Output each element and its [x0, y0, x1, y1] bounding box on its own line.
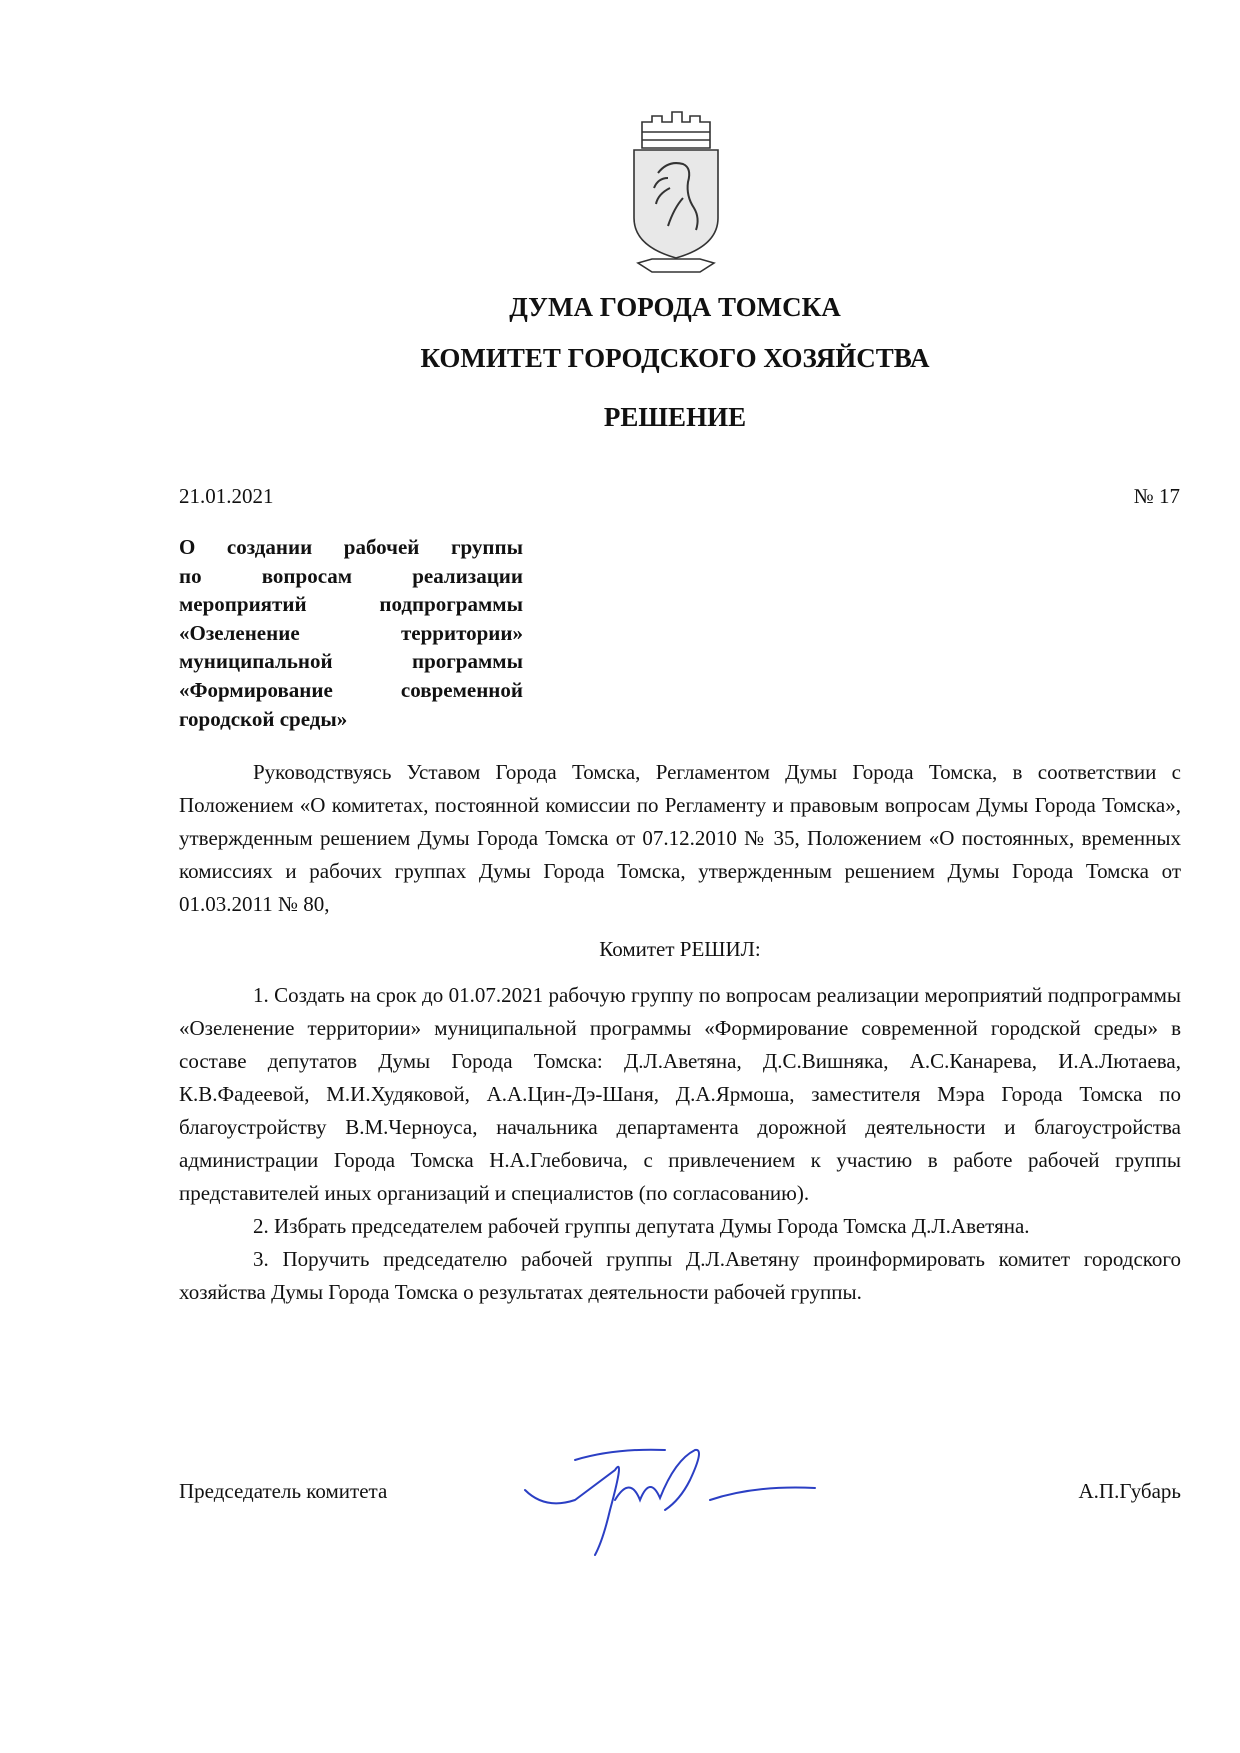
preamble-text: Руководствуясь Уставом Города Томска, Регламентом Думы Города Томска, в соответствии с Положением «О комитетах, постоянной комиссии по Регламенту и правовым вопросам Думы Города Томска», утвержденным решением Думы Города Томска от 07.12.2010 № 35, Положением «О постоянных, временных комиссиях и рабочих группах Думы Города Томска, утвержденным решением Думы Города Томска от 01.03.2011 № 80, — [179, 760, 1181, 916]
signatory-name: А.П.Губарь — [1078, 1479, 1181, 1503]
decision-heading: Комитет РЕШИЛ: — [599, 937, 761, 961]
subject-line: городской среды» — [179, 706, 348, 731]
decision-items — [179, 979, 1181, 1309]
decision-item: 1. Создать на срок до 01.07.2021 рабочую группу по вопросам реализации мероприятий подпрограммы «Озеленение территории» муниципальной программы «Формирование современной городской среды» в составе депутатов Думы Города Томска: Д.Л.Аветяна, Д.С.Вишняка, А.С.Канарева, И.А.Лютаева, К.В.Фадеевой, М.И.Худяковой, А.А.Цин-Дэ-Шаня, Д.А.Ярмоша, заместителя Мэра Города Томска по благоустройству В.М.Черноуса, начальника департамента дорожной деятельности и благоустройства администрации Города Томска Н.А.Глебовича, с привлечением к участию в работе рабочей группы представителей иных организаций и специалистов (по согласованию). — [179, 983, 1181, 1205]
document-subject — [179, 533, 523, 733]
committee-title: КОМИТЕТ ГОРОДСКОГО ХОЗЯЙСТВА — [420, 343, 930, 373]
preamble — [179, 756, 1181, 921]
handwritten-signature — [515, 1430, 825, 1560]
subject-line: мероприятий подпрограммы — [179, 592, 523, 617]
subject-line: по вопросам реализации — [179, 563, 523, 588]
decision-item: 2. Избрать председателем рабочей группы депутата Думы Города Томска Д.Л.Аветяна. — [253, 1214, 1030, 1238]
subject-line: О создании рабочей группы — [179, 535, 523, 559]
document-date: 21.01.2021 — [179, 484, 274, 508]
document-number: № 17 — [1133, 484, 1180, 508]
org-title: ДУМА ГОРОДА ТОМСКА — [509, 292, 841, 322]
subject-line: муниципальной программы — [179, 649, 523, 674]
signatory-role: Председатель комитета — [179, 1479, 388, 1503]
coat-of-arms-emblem — [628, 108, 724, 278]
decision-item: 3. Поручить председателю рабочей группы Д.Л.Аветяну проинформировать комитет городского хозяйства Думы Города Томска о результатах деятельности рабочей группы. — [179, 1247, 1181, 1304]
subject-line: «Формирование современной — [179, 677, 523, 702]
subject-line: «Озеленение территории» — [179, 620, 523, 645]
document-type: РЕШЕНИЕ — [603, 402, 747, 432]
